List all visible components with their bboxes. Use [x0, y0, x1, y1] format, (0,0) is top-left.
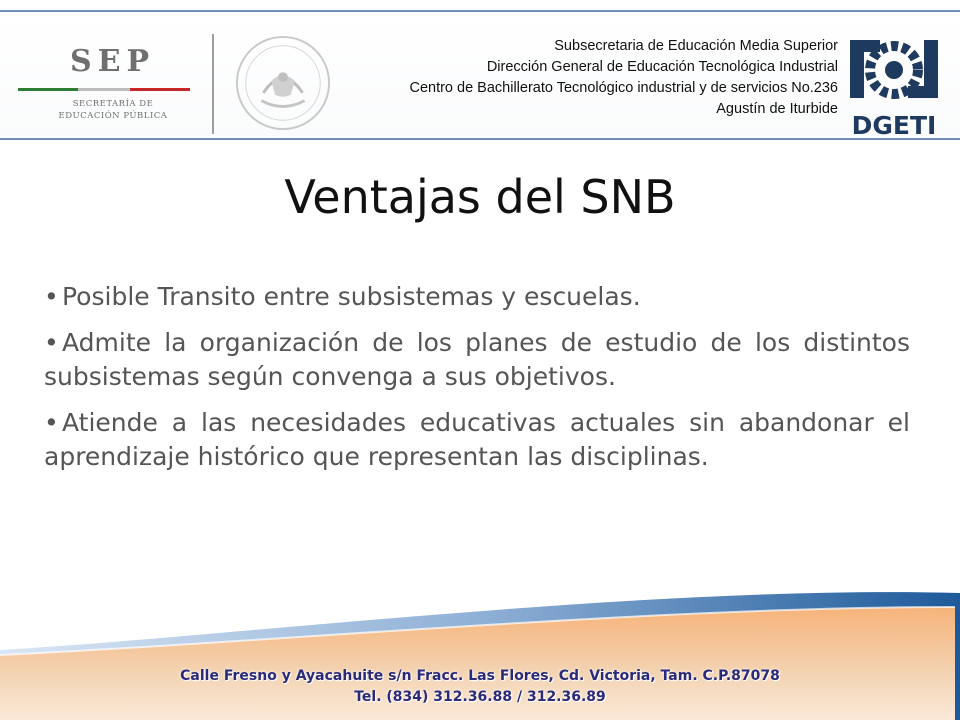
institution-line-3: Centro de Bachillerato Tecnológico industrial y de servicios No.236 — [409, 80, 838, 96]
sep-flag-line — [18, 88, 190, 91]
footer-address-line: Calle Fresno y Ayacahuite s/n Fracc. Las Flores, Cd. Victoria, Tam. C.P.87078 — [180, 668, 780, 684]
sep-logo-subtitle: SECRETARÍA DE EDUCACIÓN PÚBLICA — [58, 99, 168, 121]
bullet-item: • Atiende a las necesidades educativas actuales sin abandonar el aprendizaje histórico que representan las disciplinas. — [44, 408, 910, 471]
dgeti-gear-logo-icon — [848, 36, 940, 140]
institution-line-4: Agustín de Iturbide — [716, 101, 838, 117]
logo-divider — [212, 34, 214, 134]
footer-phone-line: Tel. (834) 312.36.88 / 312.36.89 — [354, 689, 606, 705]
institution-lines — [409, 36, 838, 120]
slide-title: Ventajas del SNB — [284, 170, 676, 224]
slide-header — [0, 10, 960, 140]
footer-address — [0, 666, 960, 708]
bullet-item: • Posible Transito entre subsistemas y escuelas. — [44, 282, 641, 311]
bullet-list — [44, 280, 910, 486]
dgeti-word: DGETI — [851, 111, 937, 140]
sep-logo — [18, 38, 198, 130]
estados-unidos-mexicanos-seal-icon — [234, 34, 332, 132]
institution-line-2: Dirección General de Educación Tecnológica Industrial — [486, 59, 838, 75]
institution-line-1: Subsecretaria de Educación Media Superior — [554, 38, 838, 54]
sep-logo-word: SEP — [70, 44, 156, 79]
bullet-item: • Admite la organización de los planes de estudio de los distintos subsistemas según convenga a sus objetivos. — [44, 328, 910, 391]
